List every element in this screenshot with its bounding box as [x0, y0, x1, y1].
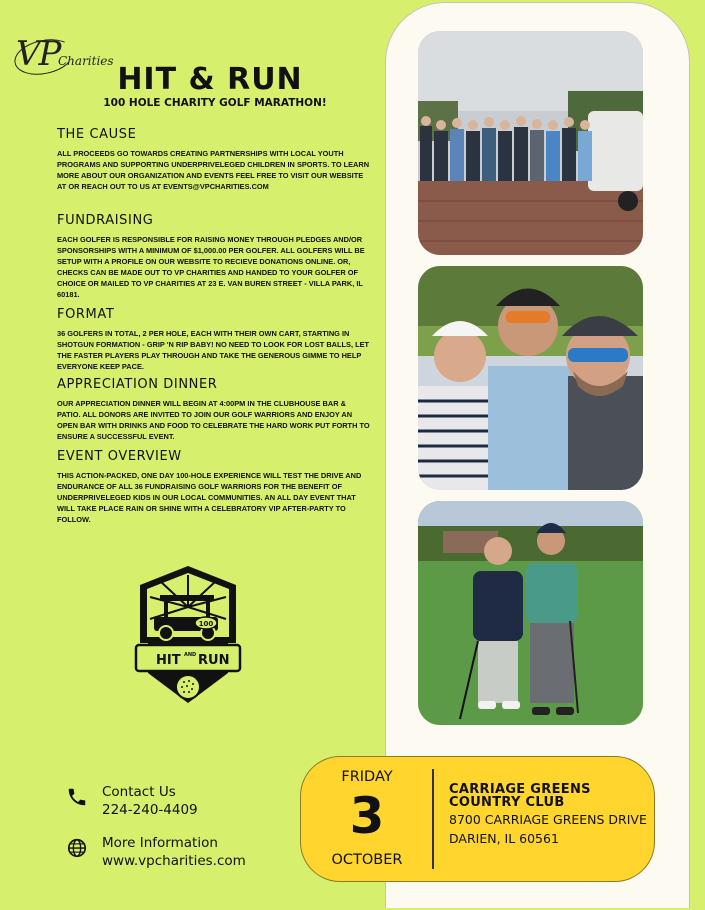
section-heading: THE CAUSE [57, 127, 137, 142]
phone-icon [66, 786, 88, 808]
group-photo [418, 31, 643, 255]
event-address-street: 8700 CARRIAGE GREENS DRIVE [449, 812, 647, 827]
section-body: THIS ACTION-PACKED, ONE DAY 100-HOLE EXPERIENCE WILL TEST THE DRIVE AND ENDURANCE OF ALL 36 FUNDRAISING GOLF WARRIORS FOR THE BENEFIT OF UNDERPRIVELEGED KIDS IN OUR LOCAL COMMUNITIES. AN ALL DAY EVENT THAT WILL TAKE PLACE RAIN OR SHINE WITH A CELEBRATORY VIP AFTER-PARTY TO FOLLOW. [57, 471, 362, 524]
section-format [57, 307, 370, 372]
section-event-overview [57, 449, 370, 525]
section-heading: FORMAT [57, 307, 115, 322]
section-body: OUR APPRECIATION DINNER WILL BEGIN AT 4:00PM IN THE CLUBHOUSE BAR & PATIO. ALL DONORS ARE INVITED TO JOIN OUR GOLF WARRIORS AND ENJOY AN OPEN BAR WITH DRINKS AND FOOD TO CELEBRATE THE HARD WORK PUT FORTH TO ENSURE A SUCCESSFUL EVENT. [57, 399, 370, 441]
event-day: FRIDAY [341, 769, 393, 785]
golf-cart-badge-icon [132, 563, 244, 707]
phone-number[interactable]: 224-240-4409 [102, 802, 198, 818]
event-month: OCTOBER [331, 852, 403, 868]
badge-number: 100 [198, 620, 214, 628]
section-heading: APPRECIATION DINNER [57, 377, 218, 392]
page-title: HIT & RUN [117, 62, 303, 97]
section-body: 36 GOLFERS IN TOTAL, 2 PER HOLE, EACH WITH THEIR OWN CART, STARTING IN SHOTGUN FORMATION - GRIP 'N RIP BABY! NO NEED TO LOOK FOR LOST BALLS, LET THE FASTER PLAYERS PLAY THROUGH AND TAKE THE GENEROUS GIMME TO HELP EVERYONE KEEP PACE. [57, 329, 370, 371]
section-heading: EVENT OVERVIEW [57, 449, 182, 464]
logo-charities-text: Charities [58, 54, 114, 68]
badge-run-text: RUN [198, 653, 230, 668]
section-fundraising [57, 213, 370, 300]
website-link[interactable]: www.vpcharities.com [102, 853, 246, 869]
duo-photo [418, 501, 643, 725]
badge-hit-text: HIT [156, 653, 181, 668]
event-address-city: DARIEN, IL 60561 [449, 831, 559, 846]
event-venue [449, 783, 649, 809]
event-date-number: 3 [349, 787, 385, 845]
section-body: ALL PROCEEDS GO TOWARDS CREATING PARTNERSHIPS WITH LOCAL YOUTH PROGRAMS AND SUPPORTING UNDERPRIVELEGED CHILDREN IN SPORTS. TO LEARN MORE ABOUT OUR ORGANIZATION AND EVENTS FEEL FREE TO VISIT OUR WEBSITE AT OR REACH OUT TO US AT EVENTS@VPCHARITIES.COM [57, 149, 370, 191]
venue-line-1: CARRIAGE GREENS [449, 782, 591, 797]
section-the-cause [57, 127, 370, 192]
page-subtitle: 100 HOLE CHARITY GOLF MARATHON! [103, 97, 327, 109]
section-body: EACH GOLFER IS RESPONSIBLE FOR RAISING MONEY THROUGH PLEDGES AND/OR SPONSORSHIPS WITH A MINIMUM OF $1,000.00 PER GOLFER. ALL GOLFERS WILL BE SETUP WITH A PROFILE ON OUR WEBSITE TO RECIEVE DONATIONS ONLINE. OR, CHECKS CAN BE MADE OUT TO VP CHARITIES AND HANDED TO YOUR GOLFER OF CHOICE OR MAILED TO VP CHARITIES AT 23 E. VAN BUREN STREET - VILLA PARK, IL 60181. [57, 235, 365, 299]
logo-vp-text: VP [16, 34, 60, 74]
selfie-photo [418, 266, 643, 490]
contact-us-label: Contact Us [102, 784, 176, 800]
section-heading: FUNDRAISING [57, 213, 154, 228]
section-appreciation-dinner [57, 377, 370, 442]
globe-icon [66, 837, 88, 859]
badge-and-text: AND [184, 652, 197, 658]
more-information-label: More Information [102, 835, 218, 851]
divider [432, 769, 434, 869]
venue-line-2: COUNTRY CLUB [449, 795, 565, 810]
event-date-box [300, 756, 655, 882]
